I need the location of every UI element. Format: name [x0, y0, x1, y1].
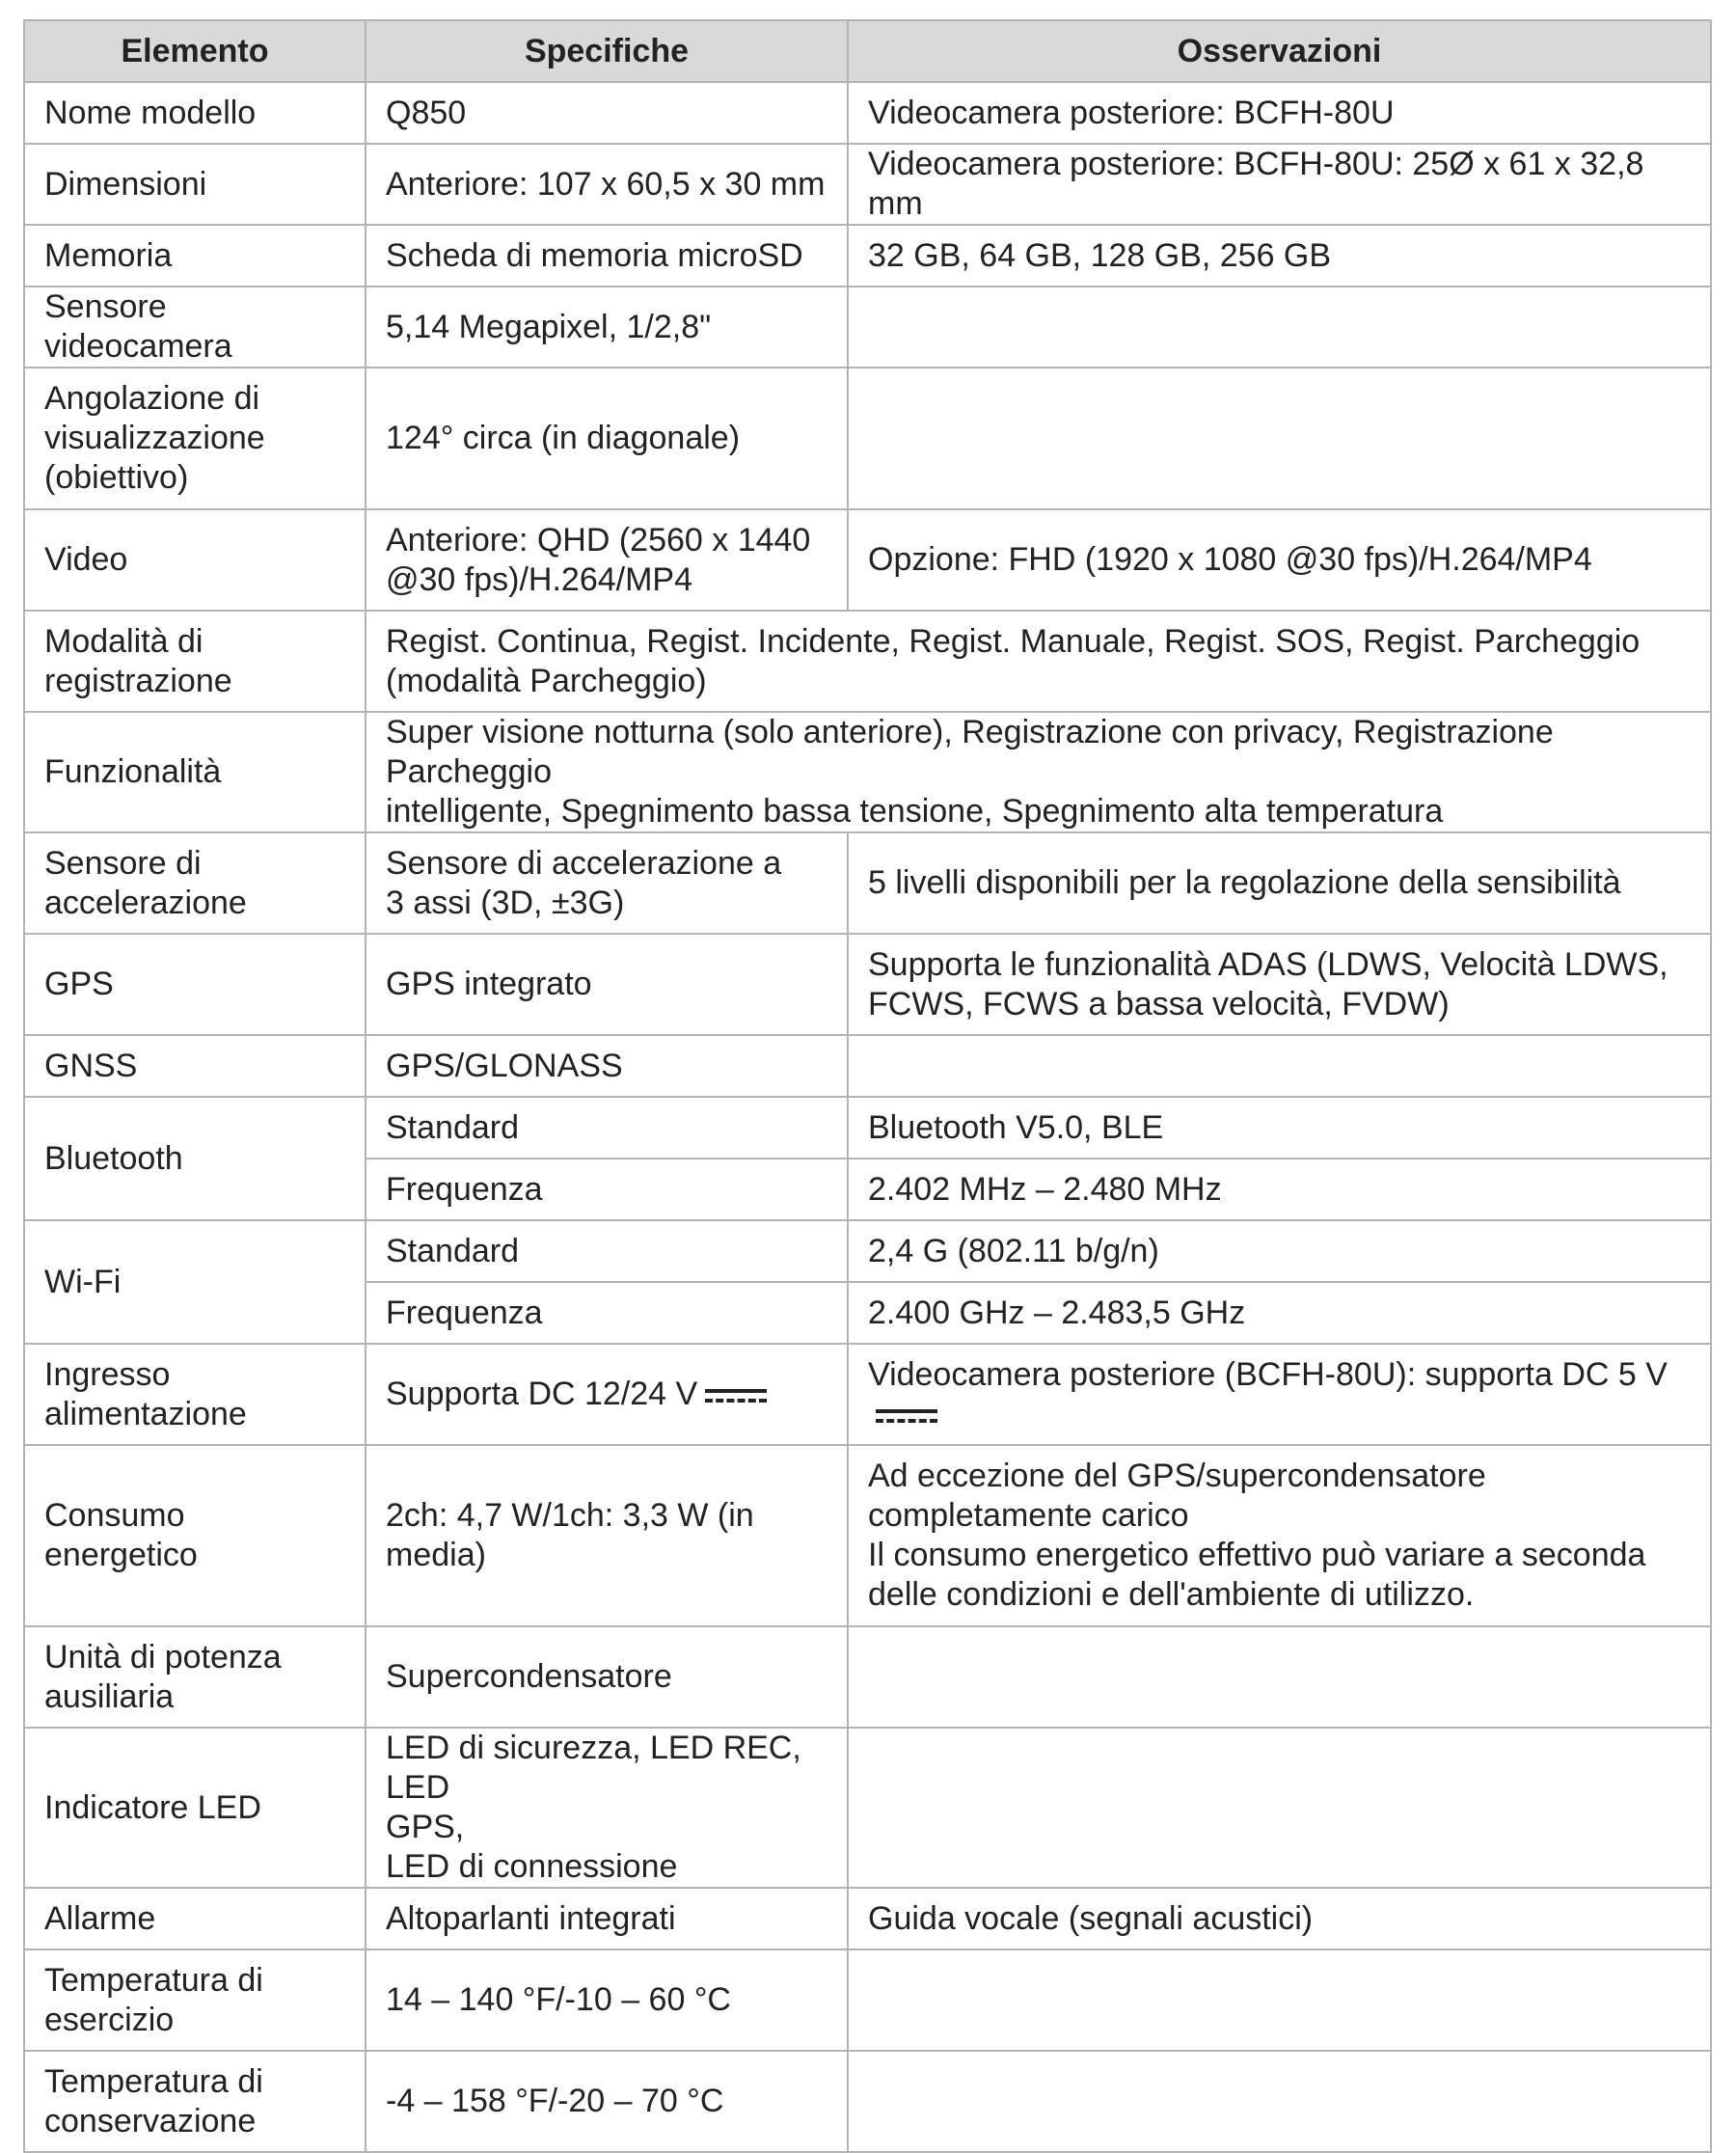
table-row [24, 2051, 1711, 2152]
row-label: GNSS [24, 1035, 366, 1097]
row-note: Ad eccezione del GPS/supercondensatore completamente carico Il consumo energetico effettivo può variare a seconda delle condizioni e dell'ambiente di utilizzo. [848, 1445, 1711, 1626]
header-specifiche: Specifiche [366, 20, 848, 82]
row-note: 32 GB, 64 GB, 128 GB, 256 GB [848, 225, 1711, 286]
row-spec: 5,14 Megapixel, 1/2,8" [366, 286, 848, 368]
row-note: 2.402 MHz – 2.480 MHz [848, 1158, 1711, 1220]
table-row [24, 712, 1711, 832]
row-note: Guida vocale (segnali acustici) [848, 1888, 1711, 1949]
table-row [24, 144, 1711, 225]
table-row [24, 1035, 1711, 1097]
row-label: Consumo energetico [24, 1445, 366, 1626]
table-row [24, 225, 1711, 286]
table-row [24, 286, 1711, 368]
row-spec: GPS integrato [366, 934, 848, 1035]
row-note [848, 2051, 1711, 2152]
row-label: Wi-Fi [24, 1220, 366, 1344]
row-label: Funzionalità [24, 712, 366, 832]
row-spec-text: Supporta DC 12/24 V [386, 1376, 698, 1412]
row-spec: Regist. Continua, Regist. Incidente, Regist. Manuale, Regist. SOS, Regist. Parcheggio (modalità Parcheggio) [366, 611, 1711, 712]
row-spec: 2ch: 4,7 W/1ch: 3,3 W (in media) [366, 1445, 848, 1626]
row-spec: Altoparlanti integrati [366, 1888, 848, 1949]
row-spec: Super visione notturna (solo anteriore), Registrazione con privacy, Registrazione Parcheggio intelligente, Spegnimento bassa tensione, Spegnimento alta temperatura [366, 712, 1711, 832]
row-label: Indicatore LED [24, 1728, 366, 1888]
row-note [848, 1949, 1711, 2051]
row-spec: Anteriore: 107 x 60,5 x 30 mm [366, 144, 848, 225]
row-label: Allarme [24, 1888, 366, 1949]
table-row [24, 1888, 1711, 1949]
row-spec: GPS/GLONASS [366, 1035, 848, 1097]
table-row [24, 1949, 1711, 2051]
table-row [24, 1445, 1711, 1626]
table-row [24, 934, 1711, 1035]
row-spec: Frequenza [366, 1158, 848, 1220]
table-row [24, 1220, 1711, 1282]
header-row [24, 20, 1711, 82]
row-label: Video [24, 509, 366, 611]
row-label: Bluetooth [24, 1097, 366, 1220]
row-note: Opzione: FHD (1920 x 1080 @30 fps)/H.264/MP4 [848, 509, 1711, 611]
table-row [24, 611, 1711, 712]
row-label: Nome modello [24, 82, 366, 144]
row-label: Dimensioni [24, 144, 366, 225]
table-row [24, 509, 1711, 611]
row-note: Videocamera posteriore: BCFH-80U [848, 82, 1711, 144]
row-spec: Q850 [366, 82, 848, 144]
row-note [848, 368, 1711, 509]
table-row [24, 1097, 1711, 1158]
table-row [24, 832, 1711, 934]
row-label: Temperatura di conservazione [24, 2051, 366, 2152]
row-label: Memoria [24, 225, 366, 286]
row-label: Temperatura di esercizio [24, 1949, 366, 2051]
row-note [848, 286, 1711, 368]
row-spec: Standard [366, 1097, 848, 1158]
table-row [24, 1344, 1711, 1445]
table-row [24, 368, 1711, 509]
row-note: Bluetooth V5.0, BLE [848, 1097, 1711, 1158]
table-row [24, 82, 1711, 144]
row-note [848, 1344, 1711, 1445]
row-label: Sensore videocamera [24, 286, 366, 368]
table-row [24, 1728, 1711, 1888]
row-note [848, 1728, 1711, 1888]
header-elemento: Elemento [24, 20, 366, 82]
row-label: Angolazione di visualizzazione (obiettivo) [24, 368, 366, 509]
dc-current-icon [876, 1409, 937, 1423]
table-row [24, 1626, 1711, 1728]
row-label: GPS [24, 934, 366, 1035]
row-spec: LED di sicurezza, LED REC, LED GPS, LED di connessione [366, 1728, 848, 1888]
row-spec: 14 – 140 °F/-10 – 60 °C [366, 1949, 848, 2051]
dc-current-icon [705, 1389, 767, 1403]
row-spec [366, 1344, 848, 1445]
row-spec: Scheda di memoria microSD [366, 225, 848, 286]
row-note: 5 livelli disponibili per la regolazione della sensibilità [848, 832, 1711, 934]
row-note: 2,4 G (802.11 b/g/n) [848, 1220, 1711, 1282]
row-note: Videocamera posteriore: BCFH-80U: 25Ø x 61 x 32,8 mm [848, 144, 1711, 225]
row-note [848, 1626, 1711, 1728]
header-osservazioni: Osservazioni [848, 20, 1711, 82]
row-spec: -4 – 158 °F/-20 – 70 °C [366, 2051, 848, 2152]
row-label: Sensore di accelerazione [24, 832, 366, 934]
row-spec: Sensore di accelerazione a 3 assi (3D, ±3G) [366, 832, 848, 934]
row-label: Modalità di registrazione [24, 611, 366, 712]
row-spec: Anteriore: QHD (2560 x 1440 @30 fps)/H.264/MP4 [366, 509, 848, 611]
row-note: Supporta le funzionalità ADAS (LDWS, Velocità LDWS, FCWS, FCWS a bassa velocità, FVDW) [848, 934, 1711, 1035]
row-note: 2.400 GHz – 2.483,5 GHz [848, 1282, 1711, 1344]
row-spec: Supercondensatore [366, 1626, 848, 1728]
row-label: Ingresso alimentazione [24, 1344, 366, 1445]
row-spec: Standard [366, 1220, 848, 1282]
spec-table [23, 19, 1712, 2153]
row-note-text: Videocamera posteriore (BCFH-80U): supporta DC 5 V [868, 1355, 1668, 1393]
row-spec: 124° circa (in diagonale) [366, 368, 848, 509]
row-note [848, 1035, 1711, 1097]
row-spec: Frequenza [366, 1282, 848, 1344]
row-label: Unità di potenza ausiliaria [24, 1626, 366, 1728]
